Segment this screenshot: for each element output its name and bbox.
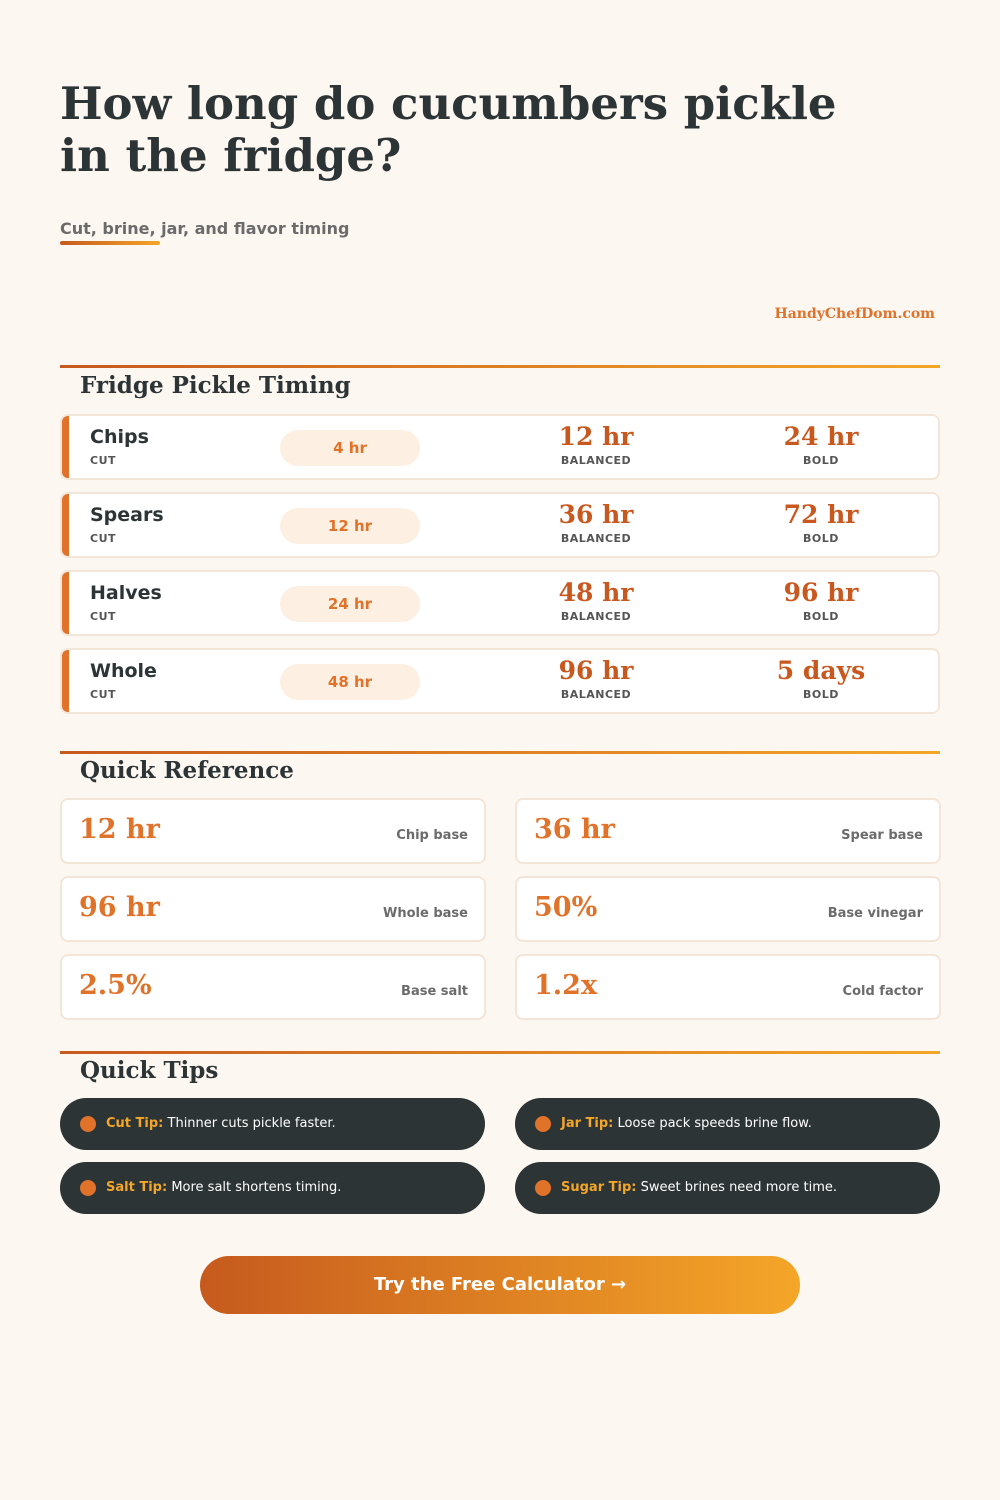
reference-label: Base salt [401,984,468,999]
bullet-dot-icon [535,1116,551,1132]
reference-value: 2.5% [79,970,152,1001]
row-accent-bar [62,650,69,712]
tip-text: Sweet brines need more time. [640,1180,837,1195]
balanced-label: BALANCED [560,610,632,623]
tip-text: Thinner cuts pickle faster. [167,1116,336,1131]
tip-text: Loose pack speeds brine flow. [617,1116,812,1131]
cut-name: Halves [90,582,162,604]
quick-time-pill: 24 hr [280,586,420,622]
subtitle-underline [60,241,160,245]
balanced-label: BALANCED [560,532,632,545]
balanced-time: 96 hr [558,656,634,685]
tip-jar [515,1098,940,1150]
balanced-time: 12 hr [558,422,634,451]
reference-label: Spear base [841,828,923,843]
page-subtitle: Cut, brine, jar, and flavor timing [60,219,350,238]
reference-card-base-salt [60,954,486,1020]
cut-label: CUT [90,610,117,623]
reference-value: 36 hr [534,814,615,845]
cut-label: CUT [90,688,117,701]
tip-text: More salt shortens timing. [171,1180,342,1195]
timing-section-title: Fridge Pickle Timing [80,372,351,399]
row-accent-bar [62,572,69,634]
balanced-label: BALANCED [560,688,632,701]
bold-time: 72 hr [783,500,859,529]
quick-time-pill: 4 hr [280,430,420,466]
bullet-dot-icon [535,1180,551,1196]
row-accent-bar [62,494,69,556]
cut-label: CUT [90,454,117,467]
balanced-column [556,576,636,623]
balanced-column [556,654,636,701]
brand-link[interactable]: HandyChefDom.com [774,306,935,322]
bold-column [766,654,876,701]
balanced-time: 48 hr [558,578,634,607]
timing-row-spears [60,492,940,558]
bold-time: 5 days [776,656,866,685]
reference-label: Cold factor [842,984,923,999]
reference-card-spear-base [515,798,941,864]
row-accent-bar [62,416,69,478]
tip-cut [60,1098,485,1150]
bullet-dot-icon [80,1116,96,1132]
tip-label: Jar Tip: [561,1116,614,1131]
reference-label: Base vinegar [827,906,923,921]
bold-time: 24 hr [783,422,859,451]
tip-sugar [515,1162,940,1214]
balanced-time: 36 hr [558,500,634,529]
bullet-dot-icon [80,1180,96,1196]
bold-label: BOLD [803,688,839,701]
reference-label: Chip base [396,828,468,843]
tips-section-title: Quick Tips [80,1057,219,1084]
tip-label: Sugar Tip: [561,1180,637,1195]
bold-time: 96 hr [783,578,859,607]
cut-name: Whole [90,660,157,682]
bold-label: BOLD [803,610,839,623]
reference-value: 1.2x [534,970,598,1001]
bold-column [766,498,876,545]
quick-time-pill: 12 hr [280,508,420,544]
cut-name: Chips [90,426,149,448]
balanced-column [556,498,636,545]
reference-card-cold-factor [515,954,941,1020]
timing-row-whole [60,648,940,714]
cut-name: Spears [90,504,164,526]
timing-row-halves [60,570,940,636]
quick-time-pill: 48 hr [280,664,420,700]
tip-salt [60,1162,485,1214]
reference-card-whole-base [60,876,486,942]
reference-card-chip-base [60,798,486,864]
tip-label: Cut Tip: [106,1116,164,1131]
reference-label: Whole base [383,906,468,921]
balanced-column [556,420,636,467]
timing-row-chips [60,414,940,480]
free-calculator-button[interactable]: Try the Free Calculator → [200,1256,800,1314]
tip-label: Salt Tip: [106,1180,168,1195]
bold-label: BOLD [803,454,839,467]
cut-label: CUT [90,532,117,545]
reference-section-divider [60,751,940,754]
balanced-label: BALANCED [560,454,632,467]
bold-column [766,420,876,467]
bold-column [766,576,876,623]
timing-section-divider [60,365,940,368]
bold-label: BOLD [803,532,839,545]
reference-value: 96 hr [79,892,160,923]
reference-value: 12 hr [79,814,160,845]
reference-value: 50% [534,892,598,923]
page-title: How long do cucumbers pickle in the fridge? [60,77,837,182]
tips-section-divider [60,1051,940,1054]
reference-section-title: Quick Reference [80,757,294,784]
reference-card-base-vinegar [515,876,941,942]
